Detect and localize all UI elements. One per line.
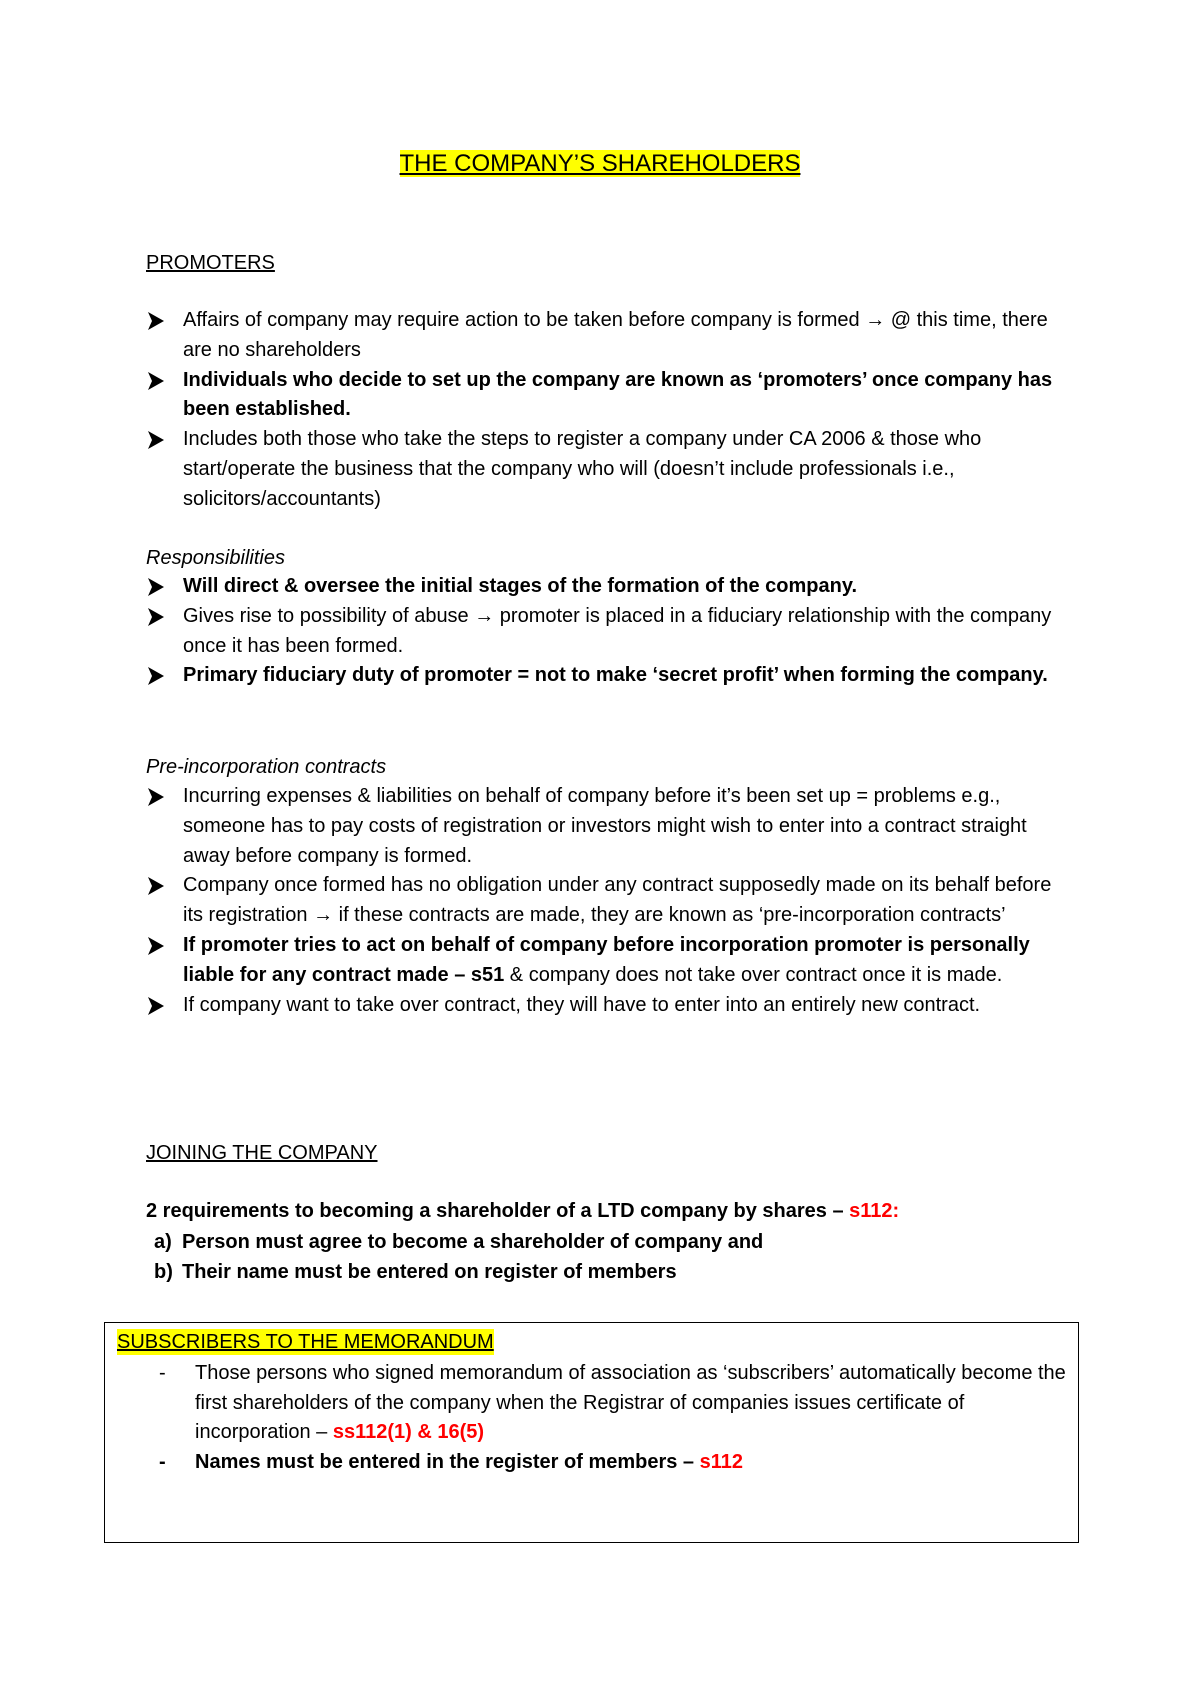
arrowhead-bullet-icon bbox=[146, 370, 166, 392]
arrowhead-bullet-icon bbox=[146, 606, 166, 628]
list-item: Affairs of company may require action to be taken before company is formed → @ this time, there are no shareholders bbox=[146, 306, 1076, 366]
page-title: THE COMPANY’S SHAREHOLDERS bbox=[399, 150, 801, 177]
list-item: a) Person must agree to become a shareholder of company and bbox=[154, 1231, 764, 1253]
subscribers-list bbox=[117, 1359, 1067, 1478]
subscribers-heading: SUBSCRIBERS TO THE MEMORANDUM bbox=[117, 1331, 494, 1353]
arrowhead-bullet-icon bbox=[146, 786, 166, 808]
requirements-intro: 2 requirements to becoming a shareholder of a LTD company by shares – s112: bbox=[146, 1200, 900, 1222]
list-item: Incurring expenses & liabilities on behalf of company before it’s been set up = problems e.g., someone has to pay costs of registration or investors might wish to enter into a contract straight away before company is formed. bbox=[146, 782, 1076, 871]
arrowhead-bullet-icon bbox=[146, 665, 166, 687]
list-item: Individuals who decide to set up the company are known as ‘promoters’ once company has been established. bbox=[146, 366, 1076, 426]
list-item: Company once formed has no obligation under any contract supposedly made on its behalf before its registration → if these contracts are made, they are known as ‘pre-incorporation contracts’ bbox=[146, 871, 1076, 931]
arrowhead-bullet-icon bbox=[146, 310, 166, 332]
list-item: - Names must be entered in the register of members – s112 bbox=[159, 1451, 743, 1474]
list-item: Will direct & oversee the initial stages of the formation of the company. bbox=[146, 572, 1076, 602]
pre-incorporation-heading: Pre-incorporation contracts bbox=[146, 756, 387, 778]
list-item: If company want to take over contract, they will have to enter into an entirely new contract. bbox=[146, 991, 1076, 1021]
subscribers-box bbox=[104, 1322, 1079, 1543]
list-item: Primary fiduciary duty of promoter = not to make ‘secret profit’ when forming the company. bbox=[146, 661, 1076, 691]
promoters-list bbox=[146, 306, 1076, 515]
arrowhead-bullet-icon bbox=[146, 576, 166, 598]
arrowhead-bullet-icon bbox=[146, 995, 166, 1017]
list-item: Includes both those who take the steps to register a company under CA 2006 & those who start/operate the business that the company who will (doesn’t include professionals i.e., solicitors/accountants) bbox=[146, 425, 1076, 514]
list-item: If promoter tries to act on behalf of company before incorporation promoter is personally liable for any contract made – s51 & company does not take over contract once it is made. bbox=[146, 931, 1076, 991]
list-item: Gives rise to possibility of abuse → promoter is placed in a fiduciary relationship with the company once it has been formed. bbox=[146, 602, 1076, 662]
list-item: - Those persons who signed memorandum of association as ‘subscribers’ automatically become the first shareholders of the company when the Registrar of companies issues certificate of incorporation – ss112(1) & 16(5) bbox=[159, 1362, 1066, 1444]
arrowhead-bullet-icon bbox=[146, 935, 166, 957]
responsibilities-list bbox=[146, 572, 1076, 691]
promoters-heading: PROMOTERS bbox=[146, 252, 275, 274]
joining-heading: JOINING THE COMPANY bbox=[146, 1142, 378, 1164]
list-item: b) Their name must be entered on register of members bbox=[154, 1260, 677, 1283]
requirements-list bbox=[146, 1228, 763, 1287]
arrowhead-bullet-icon bbox=[146, 429, 166, 451]
pre-incorporation-list bbox=[146, 782, 1076, 1020]
arrowhead-bullet-icon bbox=[146, 875, 166, 897]
responsibilities-heading: Responsibilities bbox=[146, 547, 285, 569]
